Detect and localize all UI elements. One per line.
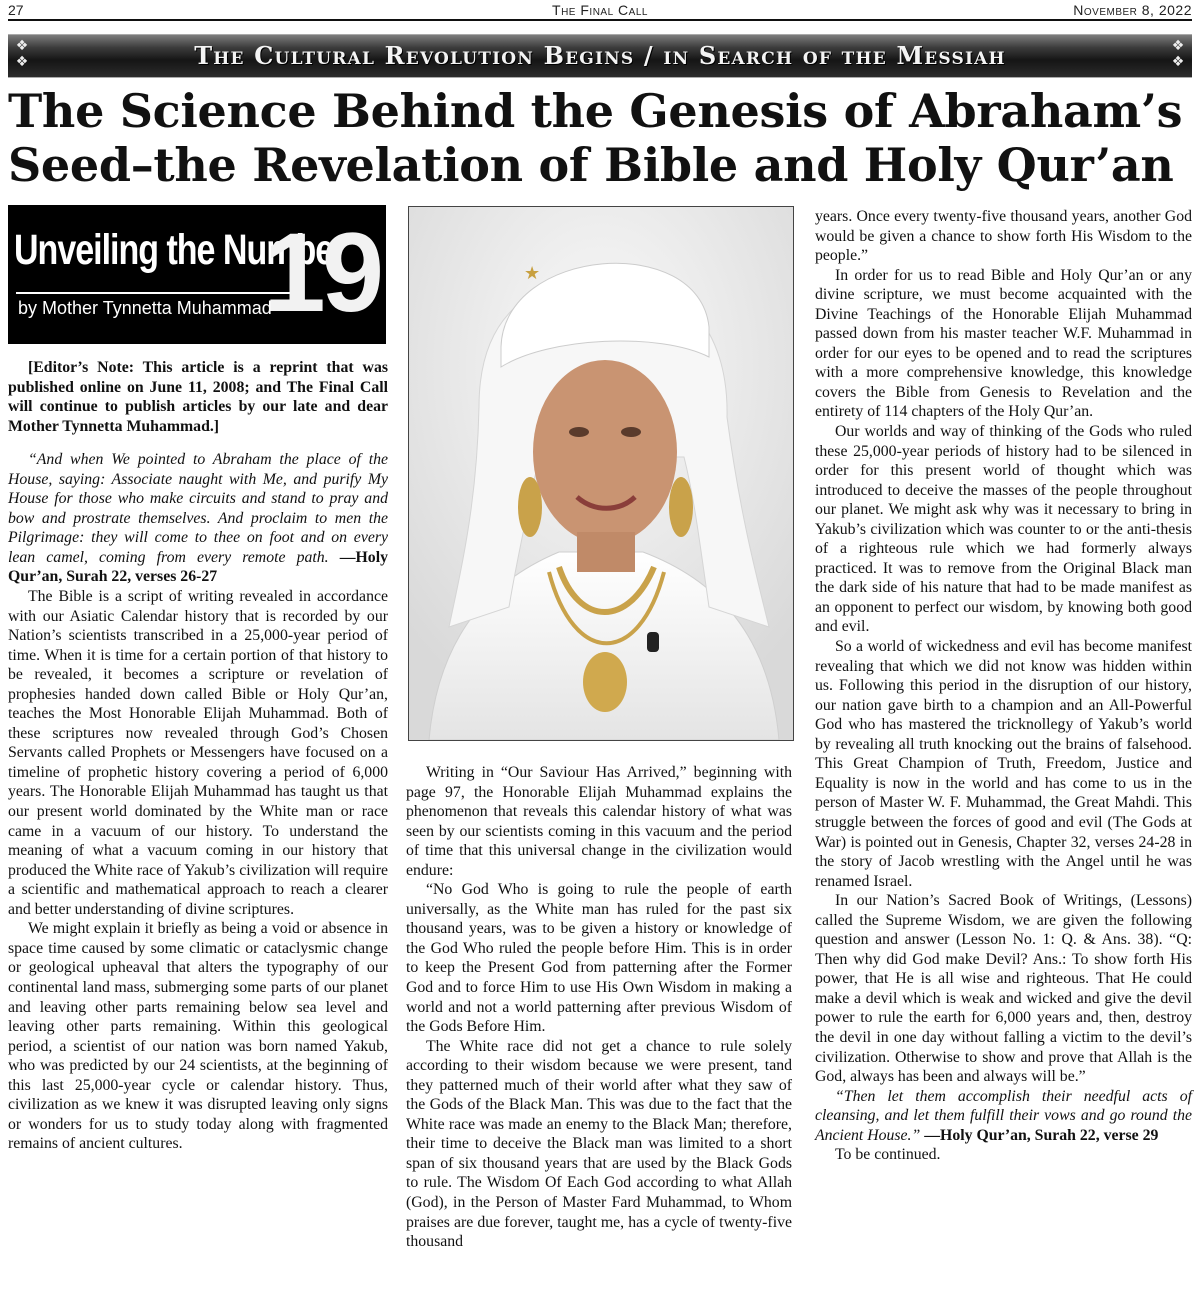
closing-quote [815, 1087, 1192, 1146]
quote-text: “Then let them accomplish their needful acts of cleansing, and let them fulfill their vows and go round the Ancient House.” [815, 1087, 1192, 1144]
quote-citation: —Holy Qur’an, Surah 22, verse 29 [920, 1126, 1159, 1144]
paragraph: The Bible is a script of writing revealed in accordance with our Asiatic Calendar history that is recorded by our Nation’s scientists transcribed in a 25,000-year period of time. When it is time for a certain portion of that history to be revealed, it becomes a scripture or revelation of prophesies handed down called Bible or Holy Qur’an, teaches the Most Honorable Elijah Muhammad. Both of these scriptures now revealed through God’s Chosen Servants called Prophets or Messengers have focused on a timeline of prophetic history covering a period of 6,000 years. The Honorable Elijah Muhammad has taught us that our present world dominated by the White man or race came in a vacuum of our history. To understand the meaning of what a vacuum coming in our history that produced the White race of Yakub’s civilization will require a scientific and mathematical approach to reach a clearer and better understanding of divine scriptures. [8, 588, 388, 918]
column-logo-byline: by Mother Tynnetta Muhammad [18, 298, 272, 318]
paragraph: Writing in “Our Saviour Has Arrived,” beginning with page 97, the Honorable Elijah Muhammad explains the phenomenon that reveals this calendar history of what was seen by our scientists coming in this vacuum and the period of time that this universal change in the civilization would endure: [406, 764, 792, 879]
paragraph: So a world of wickedness and evil has become manifest revealing that which we did not know was hidden within us. Following this period in the disruption of our history, our nation gave birth to a champion and an All-Powerful God who has mastered the tricknollegy of Yakub’s world by revealing all truth knocking out the brains of falsehood. This Great Champion of Truth, Freedom, Justice and Equality is now in the world and has come to us in the person of Master W. F. Muhammad, the Great Mahdi. This struggle between the forces of good and evil (The Gods at War) is pointed out in Genesis, Chapter 32, verses 24-28 in the story of Jacob wrestling with the Angel until he was renamed Israel. [815, 638, 1192, 890]
section-banner [8, 34, 1192, 78]
svg-text:★: ★ [524, 263, 541, 284]
header-rule [8, 19, 1192, 21]
ornament-icon: ❖ ❖ [1171, 38, 1185, 70]
text-column-3 [815, 207, 1192, 1165]
opening-quote [8, 450, 388, 587]
author-photo [408, 206, 794, 741]
editor-note: [Editor’s Note: This article is a reprint that was published online on June 11, 2008; and The Final Call will continue to publish articles by our late and dear Mother Tynnetta Muhammad.] [8, 359, 388, 435]
page-number: 27 [8, 2, 24, 18]
paragraph: The White race did not get a chance to rule solely according to their wisdom because we were present, tand they patterned much of their world after what they saw of the Gods of the Black Man. This was due to the fact that the White race was made an enemy to the Black Man; therefore, their time to deceive the Black man was limited to a short span of six thousand years that are used by the Black Gods to rule. The Wisdom Of Each God according to what Allah (God), in the Person of Master Fard Muhammad, to Whom praises are due forever, taught me, has a cycle of twenty-five thousand [406, 1037, 792, 1251]
paragraph: years. Once every twenty-five thousand years, another God would be given a chance to show forth His Wisdom to the people.” [815, 208, 1192, 265]
text-column-2 [406, 763, 792, 1252]
quote-citation: —Holy Qur’an, Surah 22, verses 26-27 [8, 548, 388, 586]
column-logo-rule [16, 292, 296, 294]
publication-name: The Final Call [552, 2, 648, 18]
column-logo-number: 19 [263, 210, 380, 335]
article-headline: The Science Behind the Genesis of Abraham’s Seed–the Revelation of Bible and Holy Qur’an [8, 84, 1183, 192]
column-logo [8, 205, 386, 344]
paragraph: In order for us to read Bible and Holy Qur’an or any divine scripture, we must become acquainted with the Divine Teachings of the Honorable Elijah Muhammad passed down from his master teacher W.F. Muhammad in order for our eyes to be opened and to read the scriptures with a more comprehensive knowledge, this knowledge covers the Bible from Genesis to Revelation and the entirety of 114 chapters of the Holy Qur’an. [815, 266, 1192, 421]
paragraph: In our Nation’s Sacred Book of Writings, (Lessons) called the Supreme Wisdom, we are given the following question and answer (Lesson No. 1: Q. & Ans. 38). “Q: Then why did God make Devil? Ans.: To show forth His power, that He is all wise and righteous. That He could make a devil which is weak and wicked and give the devil power to rule the earth for 6,000 years and, then, destroy the devil in one day without falling a victim to the devil’s civilization. Otherwise to show and prove that Allah is the God, always has been and always will be.” [815, 892, 1192, 1086]
to-be-continued: To be continued. [835, 1146, 941, 1164]
column-logo-title: Unveiling the Number [14, 226, 346, 274]
portrait-illustration [409, 207, 793, 740]
paragraph: “No God Who is going to rule the people of earth universally, as the White man has ruled for the past six thousand years, was to be given a history or knowledge of the God Who ruled the people before Him. This is in order to keep the Present God from patterning after the Former God and to force Him to use His Own Wisdom in making a world and not a world patterning after previous Wisdom of the Gods Before Him. [406, 881, 792, 1036]
paragraph: Our worlds and way of thinking of the Gods who ruled these 25,000-year periods of history had to be silenced in order for this present world of thought which was introduced to deceive the masses of the people throughout our planet. We might ask why was it necessary to bring in Yakub’s civilization which was counter to or the anti-thesis of a righteous rule which we had formerly always practiced. It was to remove from the Original Black man the dark side of his nature that had to be made manifest as an opponent to perfect our wisdom, by knowing both good and evil. [815, 423, 1192, 636]
paragraph: We might explain it briefly as being a void or absence in space time caused by some climatic or cataclysmic change or geological upheaval that alters the typography of our continental land mass, submerging some parts of our planet and leaving other parts remaining below sea level and leaving other parts remaining. Within this geological period, a scientist of our nation was born named Yakub, who was predicted by our 24 scientists, at the beginning of this last 25,000-year cycle or calendar history. Thus, civilization as we knew it was disrupted leaving only signs or wonders for us to study today along with fragmented remains of ancient cultures. [8, 920, 388, 1153]
banner-title: The Cultural Revolution Begins / in Search of the Messiah [194, 41, 1006, 70]
ornament-icon: ❖ ❖ [15, 38, 29, 70]
text-column-1 [8, 358, 388, 1154]
page-header [8, 1, 1192, 19]
quote-text: “And when We pointed to Abraham the place of the House, saying: Associate naught with Me, and purify My House for those who make circuits and stand to pray and bow and prostrate themselves. And proclaim to men the Pilgrimage: they will come to thee on foot and on every lean camel, coming from every remote path. [8, 451, 388, 566]
issue-date: November 8, 2022 [1073, 2, 1192, 18]
